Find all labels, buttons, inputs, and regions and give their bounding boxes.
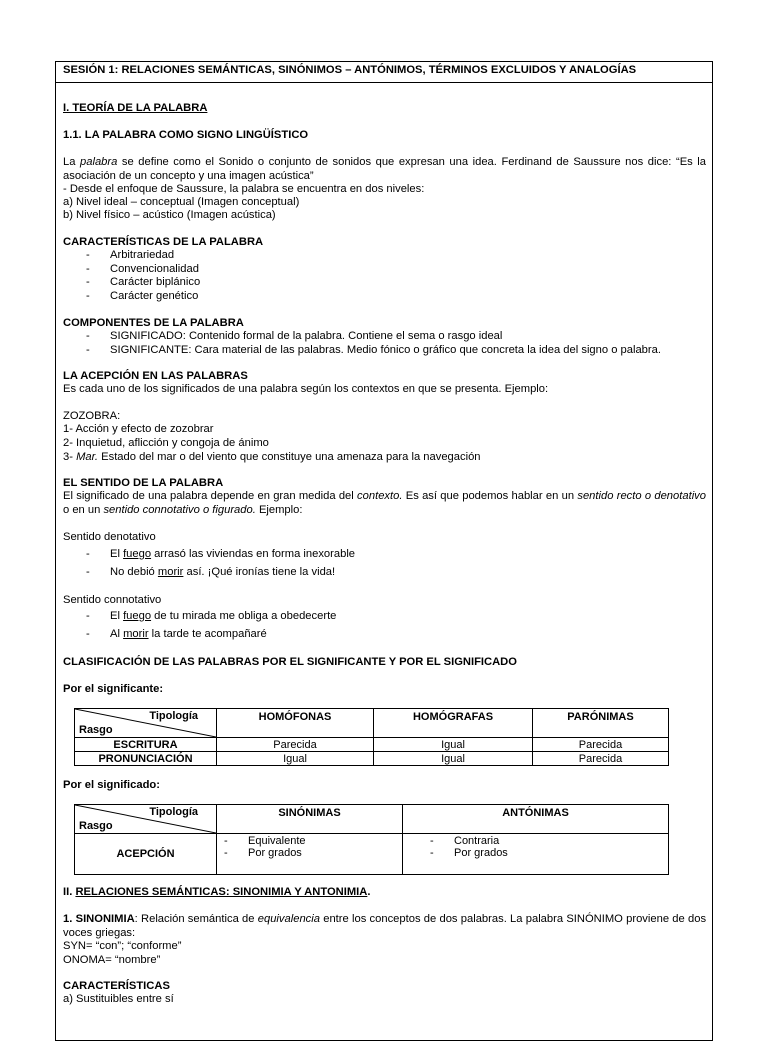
list-item: - Contraria <box>430 835 500 847</box>
acepcion-word: ZOZOBRA: <box>63 410 121 422</box>
intro-paragraph: La palabra se define como el Sonido o conjunto de sonidos que expresan una idea. Ferdinand de Saussure nos dice: “Es la asociación de un concepto y una imagen acústica” <box>63 156 707 182</box>
table-row <box>75 834 669 875</box>
corner-rasgo: Rasgo <box>79 724 113 736</box>
sinonimas-cell <box>217 834 403 875</box>
list-item: - Por grados <box>430 847 508 859</box>
list-item: - Carácter biplánico <box>86 276 201 288</box>
section2-heading: II. RELACIONES SEMÁNTICAS: SINONIMIA Y ANTONIMIA. <box>63 886 371 898</box>
example-item: - Al morir la tarde te acompañaré <box>86 628 267 640</box>
syn-line: SYN= “con”; “conforme” <box>63 940 182 952</box>
sentido-paragraph: El significado de una palabra depende en gran medida del contexto. Es así que podemos hablar en un sentido recto o denotativo o en un sentido connotativo o figurado. Ejemplo: <box>63 490 706 516</box>
section1-heading: I. TEORÍA DE LA PALABRA <box>63 102 208 114</box>
example-item: - El fuego de tu mirada me obliga a obedecerte <box>86 610 337 622</box>
row-label: ACEPCIÓN <box>75 834 217 875</box>
caracteristicas2-heading: CARACTERÍSTICAS <box>63 980 170 992</box>
table-cell: Igual <box>374 738 533 752</box>
significante-label: Por el significante: <box>63 683 164 695</box>
table-header: HOMÓGRAFAS <box>374 709 533 738</box>
acepcion-heading: LA ACEPCIÓN EN LAS PALABRAS <box>63 370 248 382</box>
table-corner <box>75 805 217 834</box>
acepcion-text: Es cada uno de los significados de una palabra según los contextos en que se presenta. Ejemplo: <box>63 383 549 395</box>
title-divider <box>55 82 713 83</box>
table-cell: Igual <box>217 752 374 766</box>
clasificacion-heading: CLASIFICACIÓN DE LAS PALABRAS POR EL SIGNIFICANTE Y POR EL SIGNIFICADO <box>63 656 517 668</box>
example-item: - El fuego arrasó las viviendas en forma inexorable <box>86 548 356 560</box>
denotativo-label: Sentido denotativo <box>63 531 156 543</box>
section1-subheading: 1.1. LA PALABRA COMO SIGNO LINGÜÍSTICO <box>63 129 309 141</box>
list-item: - Carácter genético <box>86 290 199 302</box>
meaning-line: 1- Acción y efecto de zozobrar <box>63 423 214 435</box>
levels-line: a) Nivel ideal – conceptual (Imagen conceptual) <box>63 196 300 208</box>
significado-label: Por el significado: <box>63 779 160 791</box>
table-header: SINÓNIMAS <box>217 805 403 834</box>
caracteristicas-heading: CARACTERÍSTICAS DE LA PALABRA <box>63 236 264 248</box>
table-cell: Parecida <box>533 752 669 766</box>
meaning-line: 3- Mar. Estado del mar o del viento que constituye una amenaza para la navegación <box>63 451 481 463</box>
componentes-heading: COMPONENTES DE LA PALABRA <box>63 317 244 329</box>
table-cell: Igual <box>374 752 533 766</box>
corner-rasgo: Rasgo <box>79 820 113 832</box>
corner-tipologia: Tipología <box>149 710 198 722</box>
list-item: - Por grados <box>224 847 302 859</box>
list-item: - SIGNIFICANTE: Cara material de las palabras. Medio fónico o gráfico que concreta la idea del signo o palabra. <box>86 344 661 356</box>
row-label: ESCRITURA <box>75 738 217 752</box>
significante-table <box>74 708 669 766</box>
table-header: PARÓNIMAS <box>533 709 669 738</box>
corner-tipologia: Tipología <box>149 806 198 818</box>
meaning-line: 2- Inquietud, aflicción y congoja de ánimo <box>63 437 269 449</box>
caracteristicas2-item: a) Sustituibles entre sí <box>63 993 174 1005</box>
levels-line: b) Nivel físico – acústico (Imagen acústica) <box>63 209 276 221</box>
table-cell: Parecida <box>533 738 669 752</box>
table-header: HOMÓFONAS <box>217 709 374 738</box>
sentido-heading: EL SENTIDO DE LA PALABRA <box>63 477 224 489</box>
example-item: - No debió morir así. ¡Qué ironías tiene la vida! <box>86 566 336 578</box>
table-cell: Parecida <box>217 738 374 752</box>
sinonimia-paragraph: 1. SINONIMIA: Relación semántica de equivalencia entre los conceptos de dos palabras. La palabra SINÓNIMO proviene de dos voces griegas: <box>63 913 707 939</box>
list-item: - SIGNIFICADO: Contenido formal de la palabra. Contiene el sema o rasgo ideal <box>86 330 503 342</box>
levels-line: - Desde el enfoque de Saussure, la palabra se encuentra en dos niveles: <box>63 183 425 195</box>
page-title: SESIÓN 1: RELACIONES SEMÁNTICAS, SINÓNIMOS – ANTÓNIMOS, TÉRMINOS EXCLUIDOS Y ANALOGÍAS <box>63 64 637 76</box>
table-row <box>75 738 669 752</box>
list-item: - Arbitrariedad <box>86 249 175 261</box>
list-item: - Convencionalidad <box>86 263 199 275</box>
connotativo-label: Sentido connotativo <box>63 594 162 606</box>
table-header: ANTÓNIMAS <box>403 805 669 834</box>
table-row <box>75 752 669 766</box>
significado-table <box>74 804 669 875</box>
list-item: - Equivalente <box>224 835 306 847</box>
table-corner <box>75 709 217 738</box>
row-label: PRONUNCIACIÓN <box>75 752 217 766</box>
antonimas-cell <box>403 834 669 875</box>
onoma-line: ONOMA= “nombre” <box>63 954 161 966</box>
